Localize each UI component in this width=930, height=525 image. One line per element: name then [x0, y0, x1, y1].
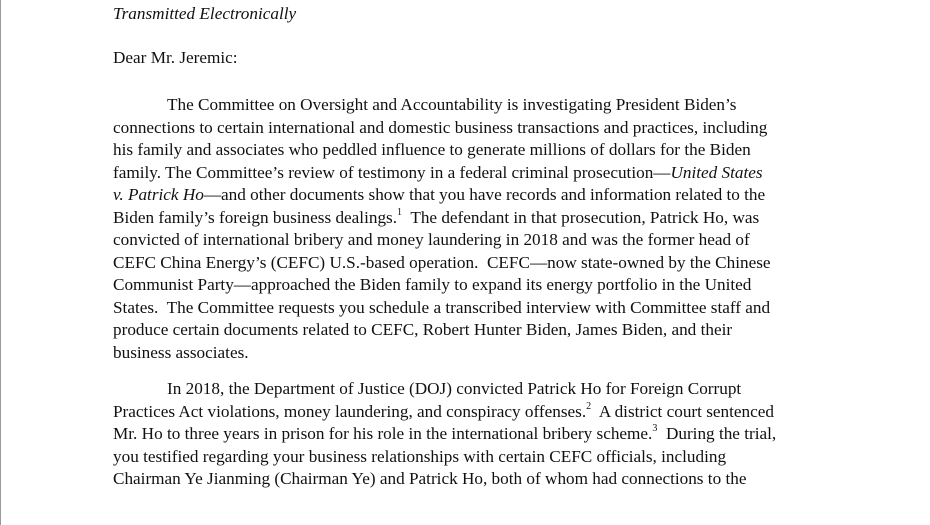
paragraph-2-line-2-text-a: Practices Act violations, money laundering, and conspiracy offenses.: [113, 401, 587, 421]
paragraph-2-line-2-text-b: A district court sentenced: [591, 401, 774, 421]
footnote-ref-1: 1: [397, 206, 403, 218]
paragraph-1-line-4: [113, 162, 763, 185]
paragraph-2-line-3-text-a: Mr. Ho to three years in prison for his role in the international bribery scheme.: [113, 424, 653, 443]
case-name-part-2: v. Patrick Ho: [113, 185, 204, 204]
case-name-part-1: United States: [670, 162, 763, 182]
paragraph-2-line-5: Chairman Ye Jianming (Chairman Ye) and Patrick Ho, both of whom had connections to the: [113, 469, 747, 488]
paragraph-2-line-3-text-b: During the trial,: [657, 424, 777, 443]
paragraph-1-line-1: The Committee on Oversight and Accountability is investigating President Biden’s: [167, 95, 737, 114]
paragraph-1-line-12: business associates.: [113, 342, 249, 362]
paragraph-1-line-3: his family and associates who peddled influence to generate millions of dollars for the Biden: [113, 140, 751, 159]
footnote-ref-3: 3: [652, 423, 658, 435]
paragraph-1-line-11: produce certain documents related to CEFC, Robert Hunter Biden, James Biden, and their: [113, 320, 733, 339]
paragraph-1-line-9: Communist Party—approached the Biden family to expand its energy portfolio in the United: [113, 275, 752, 294]
paragraph-1-line-2: connections to certain international and domestic business transactions and practices, including: [113, 117, 768, 137]
paragraph-1-line-7: convicted of international bribery and money laundering in 2018 and was the former head of: [113, 230, 750, 249]
paragraph-2-line-4: you testified regarding your business relationships with certain CEFC officials, including: [113, 446, 727, 466]
paragraph-1-line-6: [113, 207, 759, 230]
paragraph-1-line-6-text-b: The defendant in that prosecution, Patrick Ho, was: [402, 207, 760, 227]
paragraph-2-line-3: [113, 423, 776, 446]
paragraph-1-line-6-text-a: Biden family’s foreign business dealings.: [113, 207, 398, 227]
paragraph-1-line-5-text: —and other documents show that you have records and information related to the: [203, 185, 766, 204]
paragraph-2-line-1: In 2018, the Department of Justice (DOJ) convicted Patrick Ho for Foreign Corrupt: [167, 379, 742, 398]
paragraph-1-line-10: States. The Committee requests you schedule a transcribed interview with Committee staff and: [113, 297, 771, 317]
transmission-note: Transmitted Electronically: [113, 4, 297, 23]
paragraph-2-line-2: [113, 401, 774, 424]
paragraph-1-line-8: CEFC China Energy’s (CEFC) U.S.-based operation. CEFC—now state-owned by the Chinese: [113, 252, 771, 272]
paragraph-1-line-5: [113, 184, 765, 207]
salutation: Dear Mr. Jeremic:: [113, 48, 238, 67]
footnote-ref-2: 2: [586, 400, 592, 412]
paragraph-1-line-4-text: family. The Committee’s review of testimony in a federal criminal prosecution—: [113, 162, 671, 182]
